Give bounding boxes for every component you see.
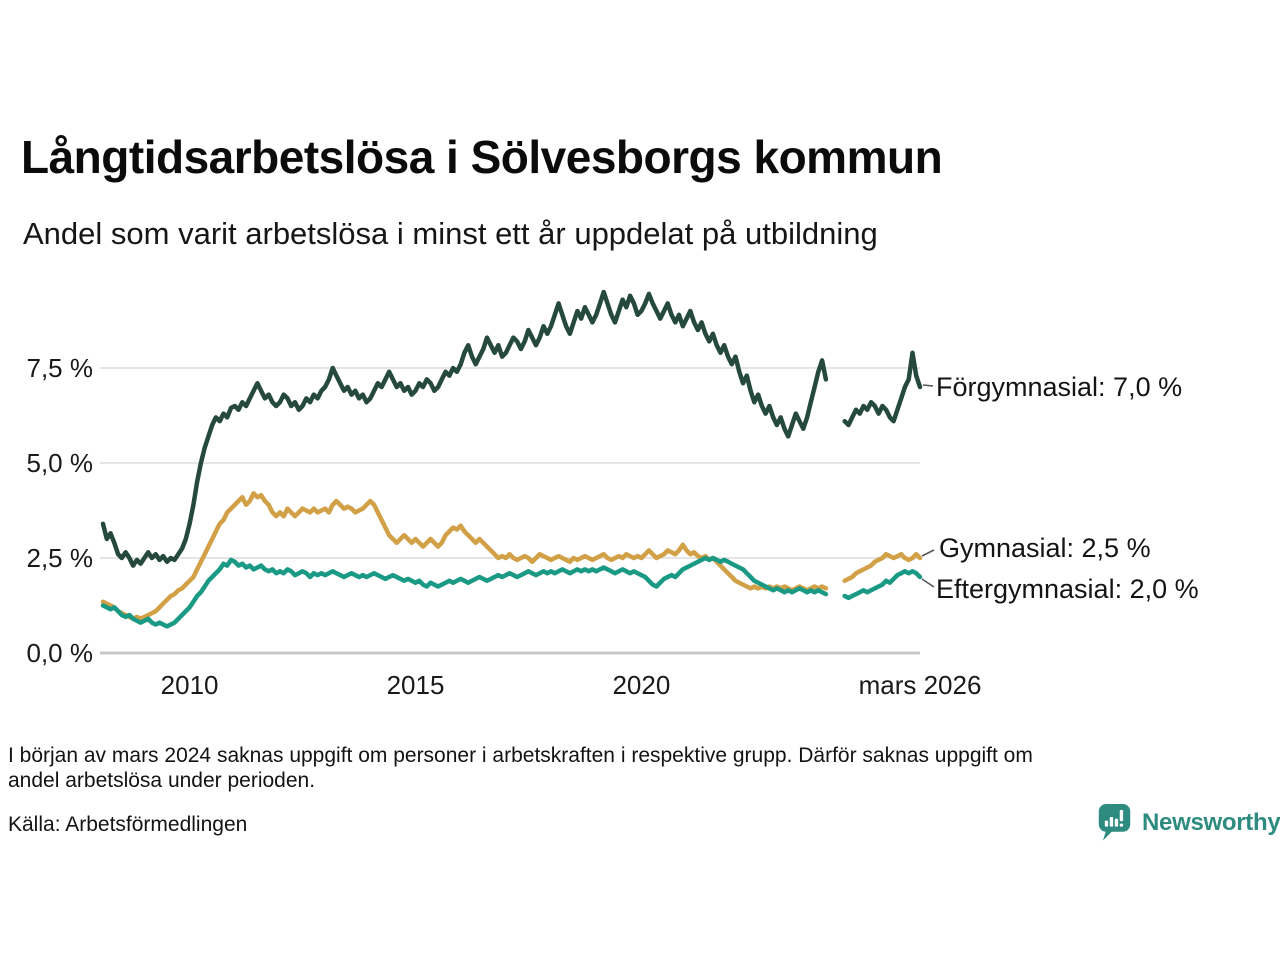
ytick-7-5: 7,5 % bbox=[26, 353, 93, 383]
footnote-line-1: I början av mars 2024 saknas uppgift om personer i arbetskraften i respektive grupp. Därför saknas uppgift om bbox=[8, 744, 1033, 767]
series-label-eftergymnasial: Eftergymnasial: 2,0 % bbox=[936, 574, 1199, 604]
xtick-2010: 2010 bbox=[160, 670, 219, 700]
footnote bbox=[8, 743, 1033, 793]
gymnasial-line bbox=[103, 493, 826, 618]
footnote-line-2: andel arbetslösa under perioden. bbox=[8, 769, 316, 792]
xtick-2020: 2020 bbox=[612, 670, 671, 700]
page-subtitle: Andel som varit arbetslösa i minst ett år uppdelat på utbildning bbox=[23, 216, 878, 251]
ytick-0-0: 0,0 % bbox=[26, 638, 93, 668]
ytick-2-5: 2,5 % bbox=[26, 543, 93, 573]
newsworthy-logo-text: Newsworthy bbox=[1142, 808, 1280, 836]
förgymnasial-line bbox=[845, 353, 920, 425]
xtick-mars-2026: mars 2026 bbox=[858, 670, 982, 700]
speech-bubble-shape bbox=[1099, 804, 1130, 841]
förgymnasial-line bbox=[103, 292, 826, 566]
xtick-2015: 2015 bbox=[386, 670, 445, 700]
series-label-gymnasial: Gymnasial: 2,5 % bbox=[939, 533, 1151, 563]
page-title: Långtidsarbetslösa i Sölvesborgs kommun bbox=[21, 131, 943, 183]
source-credit: Källa: Arbetsförmedlingen bbox=[8, 813, 248, 836]
label-connector bbox=[922, 579, 934, 587]
newsworthy-logo-icon bbox=[1096, 801, 1133, 844]
eftergymnasial-line bbox=[103, 558, 826, 626]
ytick-5-0: 5,0 % bbox=[26, 448, 93, 478]
newsworthy-logo-link[interactable] bbox=[1096, 801, 1280, 844]
series-label-forgymnasial: Förgymnasial: 7,0 % bbox=[936, 372, 1183, 402]
label-connector bbox=[922, 550, 934, 556]
label-connector bbox=[923, 385, 933, 386]
